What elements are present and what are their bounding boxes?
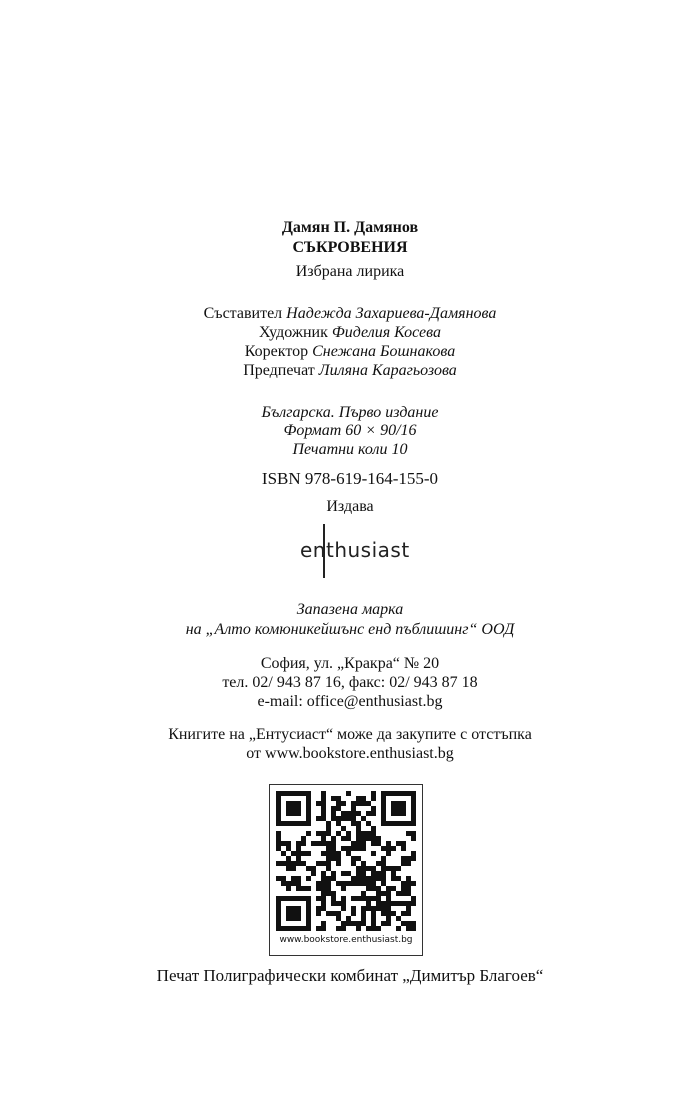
format-line: Формат 60 × 90/16 [283,422,417,439]
bookstore-note: Книгите на „Ентусиаст“ може да закупите с отстъпка [168,726,532,743]
credit-person: Фиделия Косева [331,324,441,341]
qr-code-pattern [276,791,416,931]
enthusiast-logo [290,520,410,580]
credit-person: Лиляна Карагьозова [318,362,457,379]
author-name: Дамян П. Дамянов [281,219,419,236]
address-phone: тел. 02/ 943 87 16, факс: 02/ 943 87 18 [222,674,478,691]
qr-code [269,784,423,956]
credit-proofreader [0,342,700,362]
printed-sheets-line: Печатни коли 10 [292,441,408,458]
credit-role: Коректор [244,343,309,360]
trademark-owner: на „Алто комюникейшънс енд пъблишинг“ ООД [185,621,515,638]
trademark-line: Запазена марка [296,601,404,618]
book-subtitle: Избрана лирика [295,263,405,280]
credit-role: Предпечат [243,362,315,379]
credit-artist [0,323,700,343]
credit-person: Снежана Бошнакова [312,343,456,360]
address-street: София, ул. „Кракра“ № 20 [260,655,440,672]
logo-text: enthusiast [300,538,410,562]
book-title: СЪКРОВЕНИЯ [292,239,408,256]
address-email: e-mail: office@enthusiast.bg [257,693,443,710]
qr-caption: www.bookstore.enthusiast.bg [279,935,413,945]
credit-compiler [0,304,700,324]
credit-person: Надежда Захариева-Дамянова [286,305,497,322]
credit-role: Художник [259,324,328,341]
credit-prepress [0,361,700,381]
edition-line: Българска. Първо издание [261,404,439,421]
publisher-label: Издава [326,498,374,515]
printer-line: Печат Полиграфически комбинат „Димитър Благоев“ [156,966,544,985]
credit-role: Съставител [203,305,283,322]
isbn: ISBN 978-619-164-155-0 [261,469,439,488]
bookstore-url: от www.bookstore.enthusiast.bg [246,745,454,762]
